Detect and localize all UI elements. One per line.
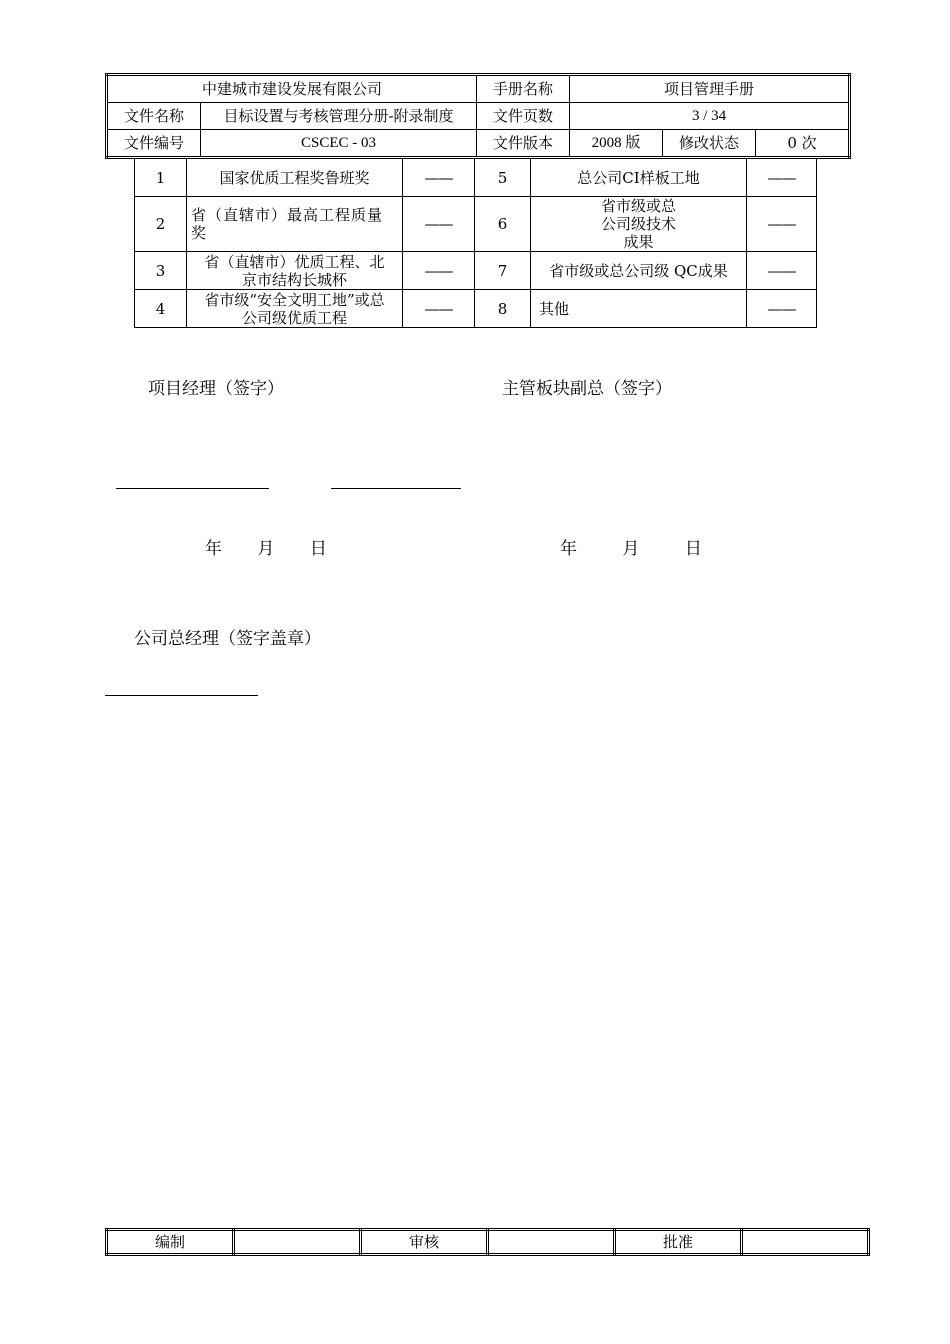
file-no: CSCEC - 03 xyxy=(201,130,477,158)
award-name: 省市级“安全文明工地”或总公司级优质工程 xyxy=(187,290,403,328)
file-version: 2008 版 xyxy=(570,130,663,158)
manual-name-label: 手册名称 xyxy=(477,75,570,103)
award-no: 6 xyxy=(475,197,531,252)
document-header-table xyxy=(105,73,851,159)
awards-table xyxy=(134,158,817,328)
company-name: 中建城市建设发展有限公司 xyxy=(107,75,477,103)
date-left xyxy=(205,534,327,559)
award-no: 3 xyxy=(135,252,187,290)
award-no: 8 xyxy=(475,290,531,328)
date-day: 日 xyxy=(684,539,702,559)
award-value: —— xyxy=(747,159,817,197)
date-year: 年 xyxy=(205,539,222,559)
revision-value: 0 次 xyxy=(756,130,850,158)
signature-line xyxy=(116,488,269,489)
award-name: 省市级或总公司级技术成果 xyxy=(531,197,747,252)
table-row xyxy=(135,159,817,197)
date-year: 年 xyxy=(560,539,577,559)
award-no: 7 xyxy=(475,252,531,290)
award-name: 国家优质工程奖鲁班奖 xyxy=(187,159,403,197)
award-value: —— xyxy=(403,159,475,197)
manual-name: 项目管理手册 xyxy=(570,75,850,103)
file-name-label: 文件名称 xyxy=(107,103,201,130)
award-name: 其他 xyxy=(531,290,747,328)
approval-footer-table xyxy=(105,1228,870,1256)
deputy-general-signature-label: 主管板块副总（签字） xyxy=(502,379,672,399)
award-name: 省（直辖市）最高工程质量奖 xyxy=(187,197,403,252)
award-value: —— xyxy=(747,252,817,290)
file-no-label: 文件编号 xyxy=(107,130,201,158)
header-row-file-no xyxy=(107,130,850,158)
signature-line xyxy=(331,488,461,489)
file-pages-label: 文件页数 xyxy=(477,103,570,130)
file-version-label: 文件版本 xyxy=(477,130,570,158)
award-name: 省市级或总公司级 QC成果 xyxy=(531,252,747,290)
header-row-company xyxy=(107,75,850,103)
table-row xyxy=(107,1230,869,1255)
award-value: —— xyxy=(403,197,475,252)
award-no: 4 xyxy=(135,290,187,328)
date-month: 月 xyxy=(257,539,275,559)
table-row xyxy=(135,290,817,328)
review-signature-cell xyxy=(488,1230,615,1255)
award-no: 1 xyxy=(135,159,187,197)
award-name: 省（直辖市）优质工程、北京市结构长城杯 xyxy=(187,252,403,290)
award-value: —— xyxy=(403,252,475,290)
award-no: 2 xyxy=(135,197,187,252)
approve-signature-cell xyxy=(742,1230,869,1255)
compile-signature-cell xyxy=(234,1230,361,1255)
date-right xyxy=(560,534,702,559)
award-name: 总公司CI样板工地 xyxy=(531,159,747,197)
compile-label: 编制 xyxy=(107,1230,234,1255)
review-label: 审核 xyxy=(361,1230,488,1255)
general-manager-signature-label: 公司总经理（签字盖章） xyxy=(134,629,321,649)
file-name: 目标设置与考核管理分册-附录制度 xyxy=(201,103,477,130)
award-value: —— xyxy=(747,290,817,328)
project-manager-signature-label: 项目经理（签字） xyxy=(148,379,284,399)
approve-label: 批准 xyxy=(615,1230,742,1255)
table-row xyxy=(135,197,817,252)
revision-label: 修改状态 xyxy=(663,130,756,158)
table-row xyxy=(135,252,817,290)
award-value: —— xyxy=(747,197,817,252)
date-month: 月 xyxy=(622,539,640,559)
signature-line xyxy=(105,695,258,696)
award-no: 5 xyxy=(475,159,531,197)
file-pages: 3 / 34 xyxy=(570,103,850,130)
date-day: 日 xyxy=(309,539,327,559)
header-row-file-name xyxy=(107,103,850,130)
award-value: —— xyxy=(403,290,475,328)
